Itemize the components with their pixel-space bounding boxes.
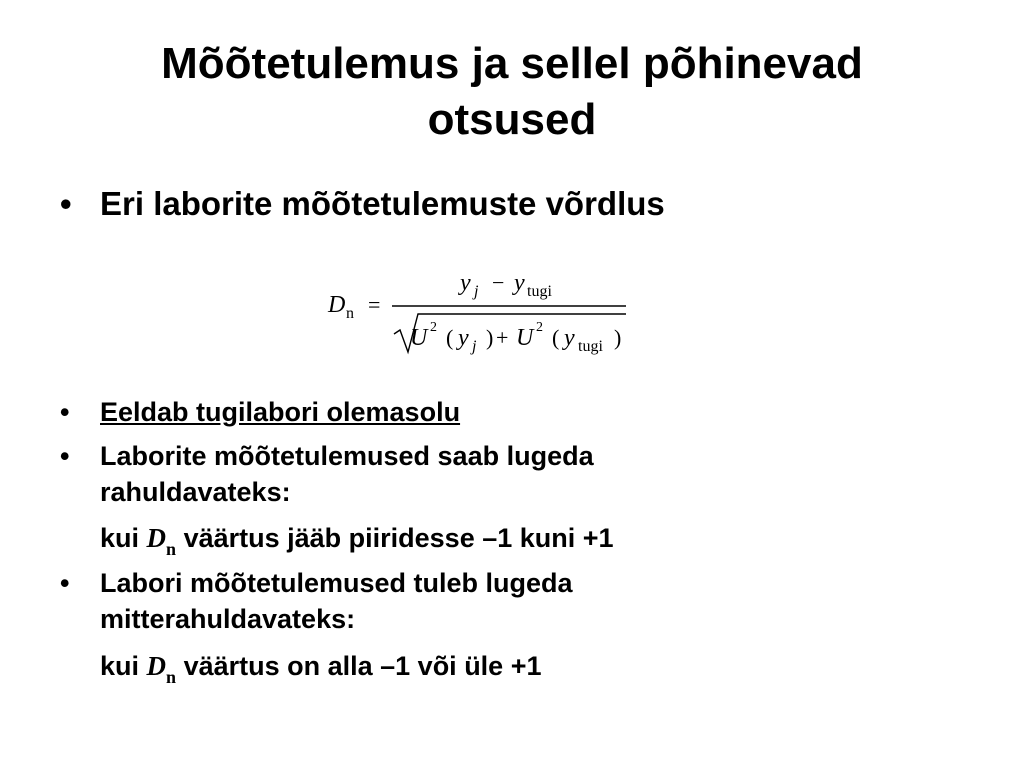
formula-den-y1: y bbox=[458, 325, 469, 351]
satisfactory-condition bbox=[100, 520, 614, 559]
formula-den-U2: U bbox=[516, 325, 534, 351]
bullet-reference-lab-text: Eeldab tugilabori olemasolu bbox=[100, 397, 461, 427]
bullet-satisfactory-text bbox=[100, 438, 594, 510]
formula-den-plus: + bbox=[496, 325, 509, 350]
formula-den-j1: j bbox=[472, 338, 477, 355]
dn-formula bbox=[320, 262, 640, 362]
bullet-dot: • bbox=[60, 185, 72, 222]
condition-n: n bbox=[166, 667, 177, 687]
formula-den-close1: ) bbox=[486, 325, 494, 350]
condition-n: n bbox=[166, 539, 177, 559]
title-line-2: otsused bbox=[427, 95, 597, 144]
bullet-dot: • bbox=[60, 441, 70, 471]
bullet-comparison-text: Eri laborite mõõtetulemuste võrdlus bbox=[100, 185, 665, 222]
formula-den-open2: ( bbox=[552, 325, 560, 350]
formula-den-open1: ( bbox=[446, 325, 454, 350]
condition-suffix: väärtus on alla –1 või üle +1 bbox=[183, 651, 542, 681]
formula-den-U1: U bbox=[410, 325, 428, 351]
formula-den-close2: ) bbox=[614, 325, 622, 350]
title-line-1: Mõõtetulemus ja sellel põhinevad bbox=[161, 39, 863, 88]
formula-den-tugi: tugi bbox=[578, 338, 603, 355]
bullet-satisfactory-line-1: Laborite mõõtetulemused saab lugeda bbox=[100, 441, 594, 471]
condition-D: D bbox=[146, 523, 167, 553]
formula-num-y-ref: y bbox=[514, 270, 525, 296]
formula-n-subscript: n bbox=[346, 305, 354, 322]
formula-num-tugi: tugi bbox=[527, 283, 552, 300]
condition-suffix: väärtus jääb piiridesse –1 kuni +1 bbox=[183, 523, 614, 553]
unsatisfactory-condition bbox=[100, 648, 541, 687]
condition-prefix: kui bbox=[100, 523, 140, 553]
bullet-unsatisfactory-text bbox=[100, 565, 573, 637]
formula-den-y2: y bbox=[564, 325, 575, 351]
condition-D: D bbox=[146, 651, 167, 681]
bullet-dot: • bbox=[60, 397, 70, 427]
slide-title bbox=[60, 36, 964, 148]
bullet-unsatisfactory-line-1: Labori mõõtetulemused tuleb lugeda bbox=[100, 568, 573, 598]
formula-den-sq2: 2 bbox=[536, 320, 543, 335]
formula-den-sq1: 2 bbox=[430, 320, 437, 335]
condition-prefix: kui bbox=[100, 651, 140, 681]
bullet-dot: • bbox=[60, 568, 70, 598]
formula-num-minus: − bbox=[492, 270, 505, 295]
bullet-satisfactory-line-2: rahuldavateks: bbox=[100, 477, 291, 507]
formula-num-y: y bbox=[460, 270, 471, 296]
formula-num-j: j bbox=[474, 283, 479, 300]
formula-equals: = bbox=[368, 292, 381, 317]
formula-svg bbox=[320, 262, 640, 362]
formula-D: D bbox=[328, 292, 346, 318]
bullet-unsatisfactory-line-2: mitterahuldavateks: bbox=[100, 604, 356, 634]
